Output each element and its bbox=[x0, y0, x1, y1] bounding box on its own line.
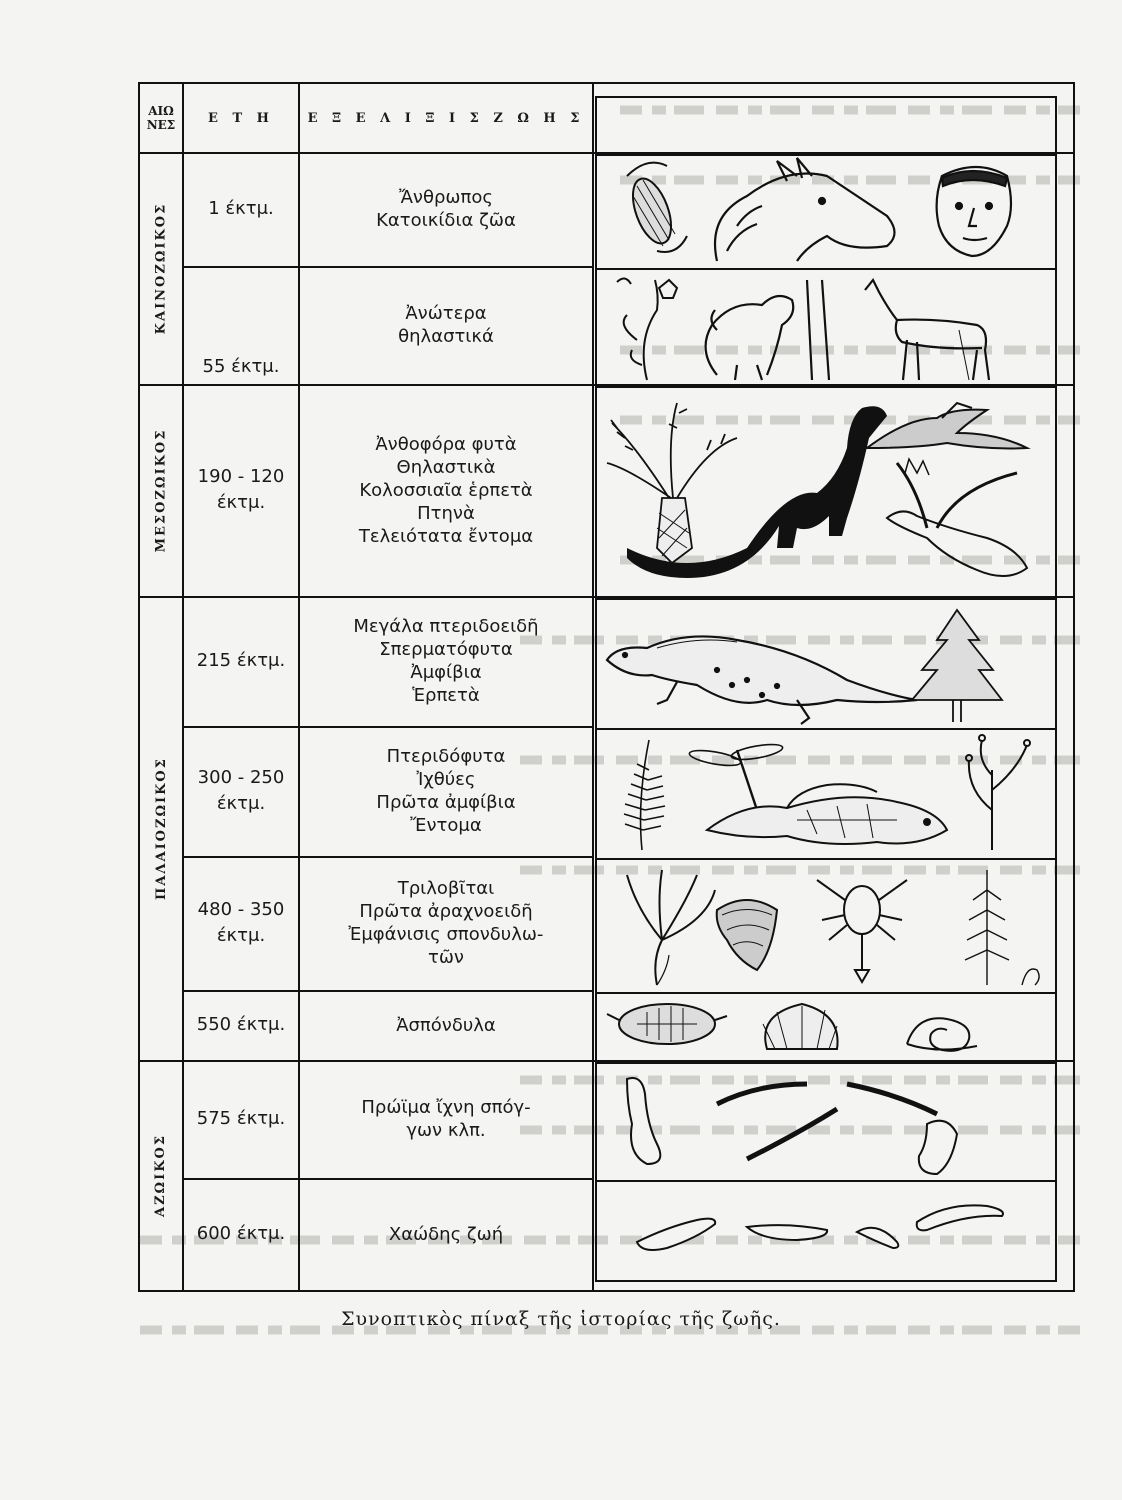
row-evolution: Ἄνθρωπος Κατοικίδια ζῶα bbox=[376, 187, 516, 231]
fish-icon bbox=[707, 784, 947, 844]
illustration-reptile-conifer bbox=[597, 600, 1055, 726]
row-years: 575 έκτμ. bbox=[196, 1108, 286, 1129]
header-aeons: ΑΙΩ ΝΕΣ bbox=[146, 104, 176, 132]
header-years: Ε Τ Η bbox=[208, 110, 274, 126]
crinoid-icon bbox=[627, 870, 715, 985]
bear-icon bbox=[706, 280, 829, 380]
row-evolution: Χαώδης ζωή bbox=[388, 1223, 504, 1245]
illustration-crinoid-shell-scorpion-treefern bbox=[597, 860, 1055, 990]
human-face-icon bbox=[937, 167, 1011, 256]
row-evolution: Πρώϊμα ἴχνη σπόγ- γων κλπ. bbox=[361, 1097, 531, 1141]
conifer-tree-icon bbox=[912, 610, 1002, 722]
illustration-cycad-dinosaur-pterodactyl-bird bbox=[597, 388, 1055, 596]
row-evolution: Ἀνθοφόρα φυτὰ Θηλαστικὰ Κολοσσιαῖα ἑρπετὰ Πτηνὰ Τελειότατα ἔντομα bbox=[358, 433, 534, 547]
worm-icon bbox=[637, 1205, 1003, 1250]
row-years: 1 έκτμ. bbox=[208, 198, 274, 219]
reptile-icon bbox=[607, 636, 917, 724]
shell-icon bbox=[717, 900, 777, 970]
brachiopod-icon bbox=[763, 1004, 838, 1049]
illustration-worms-2 bbox=[597, 1182, 1055, 1280]
life-history-table bbox=[138, 82, 1075, 1292]
dragonfly-icon bbox=[688, 742, 783, 810]
row-evolution: Ἀσπόνδυλα bbox=[396, 1014, 496, 1036]
worm-icon bbox=[627, 1078, 957, 1174]
llama-icon bbox=[865, 280, 989, 380]
cycad-icon bbox=[607, 403, 737, 563]
row-years: 550 έκτμ. bbox=[196, 1014, 286, 1035]
row-years: 55 έκτμ. bbox=[202, 356, 280, 377]
era-cenozoic: ΚΑΙΝΟΖΩΙΚΟΣ bbox=[153, 202, 169, 334]
row-years: 300 - 250 έκτμ. bbox=[197, 767, 285, 814]
horse-head-icon bbox=[715, 158, 895, 261]
corn-icon bbox=[625, 163, 687, 252]
illustration-flower-bear-llama bbox=[597, 270, 1055, 384]
table-caption: Συνοπτικὸς πίναξ τῆς ἱστορίας τῆς ζωῆς. bbox=[341, 1308, 781, 1330]
pterodactyl-icon bbox=[867, 403, 1027, 448]
row-evolution: Ἀνώτερα θηλαστικά bbox=[398, 303, 494, 347]
row-evolution: Πτεριδόφυτα Ἰχθύες Πρῶτα ἀμφίβια Ἔντομα bbox=[376, 746, 516, 836]
era-paleozoic: ΠΑΛΑΙΟΖΩΙΚΟΣ bbox=[153, 756, 169, 900]
row-years: 600 έκτμ. bbox=[196, 1223, 286, 1244]
header-evolution: Ε Ξ Ε Λ Ι Ξ Ι Σ Ζ Ω Η Σ bbox=[307, 110, 585, 126]
era-mesozoic: ΜΕΣΟΖΩΙΚΟΣ bbox=[153, 428, 169, 552]
illustration-panel bbox=[595, 96, 1057, 1282]
tree-fern-icon bbox=[965, 870, 1039, 985]
plant-icon bbox=[966, 735, 1030, 850]
sea-scorpion-icon bbox=[817, 880, 907, 982]
trilobite-icon bbox=[607, 1004, 727, 1044]
row-evolution: Τριλοβῖται Πρῶτα ἀραχνοειδῆ Ἐμφάνισις σπονδυλω- τῶν bbox=[348, 878, 544, 968]
era-azoic: ΑΖΩΙΚΟΣ bbox=[153, 1133, 169, 1217]
fern-icon bbox=[624, 740, 665, 850]
row-evolution: Μεγάλα πτεριδοειδῆ Σπερματόφυτα Ἀμφίβια Ἑρπετὰ bbox=[353, 616, 539, 706]
illustration-corn-horse-human bbox=[597, 156, 1055, 266]
snail-icon bbox=[907, 1018, 977, 1051]
flower-icon bbox=[617, 278, 677, 380]
row-years: 480 - 350 έκτμ. bbox=[197, 899, 285, 946]
illustration-fern-dragonfly-fish-plant bbox=[597, 730, 1055, 856]
row-years: 215 έκτμ. bbox=[196, 650, 286, 671]
bird-icon bbox=[887, 459, 1027, 576]
illustration-worms bbox=[597, 1064, 1055, 1178]
illustration-trilobite-brachiopod-snail bbox=[597, 994, 1055, 1060]
row-years: 190 - 120 έκτμ. bbox=[197, 466, 285, 513]
